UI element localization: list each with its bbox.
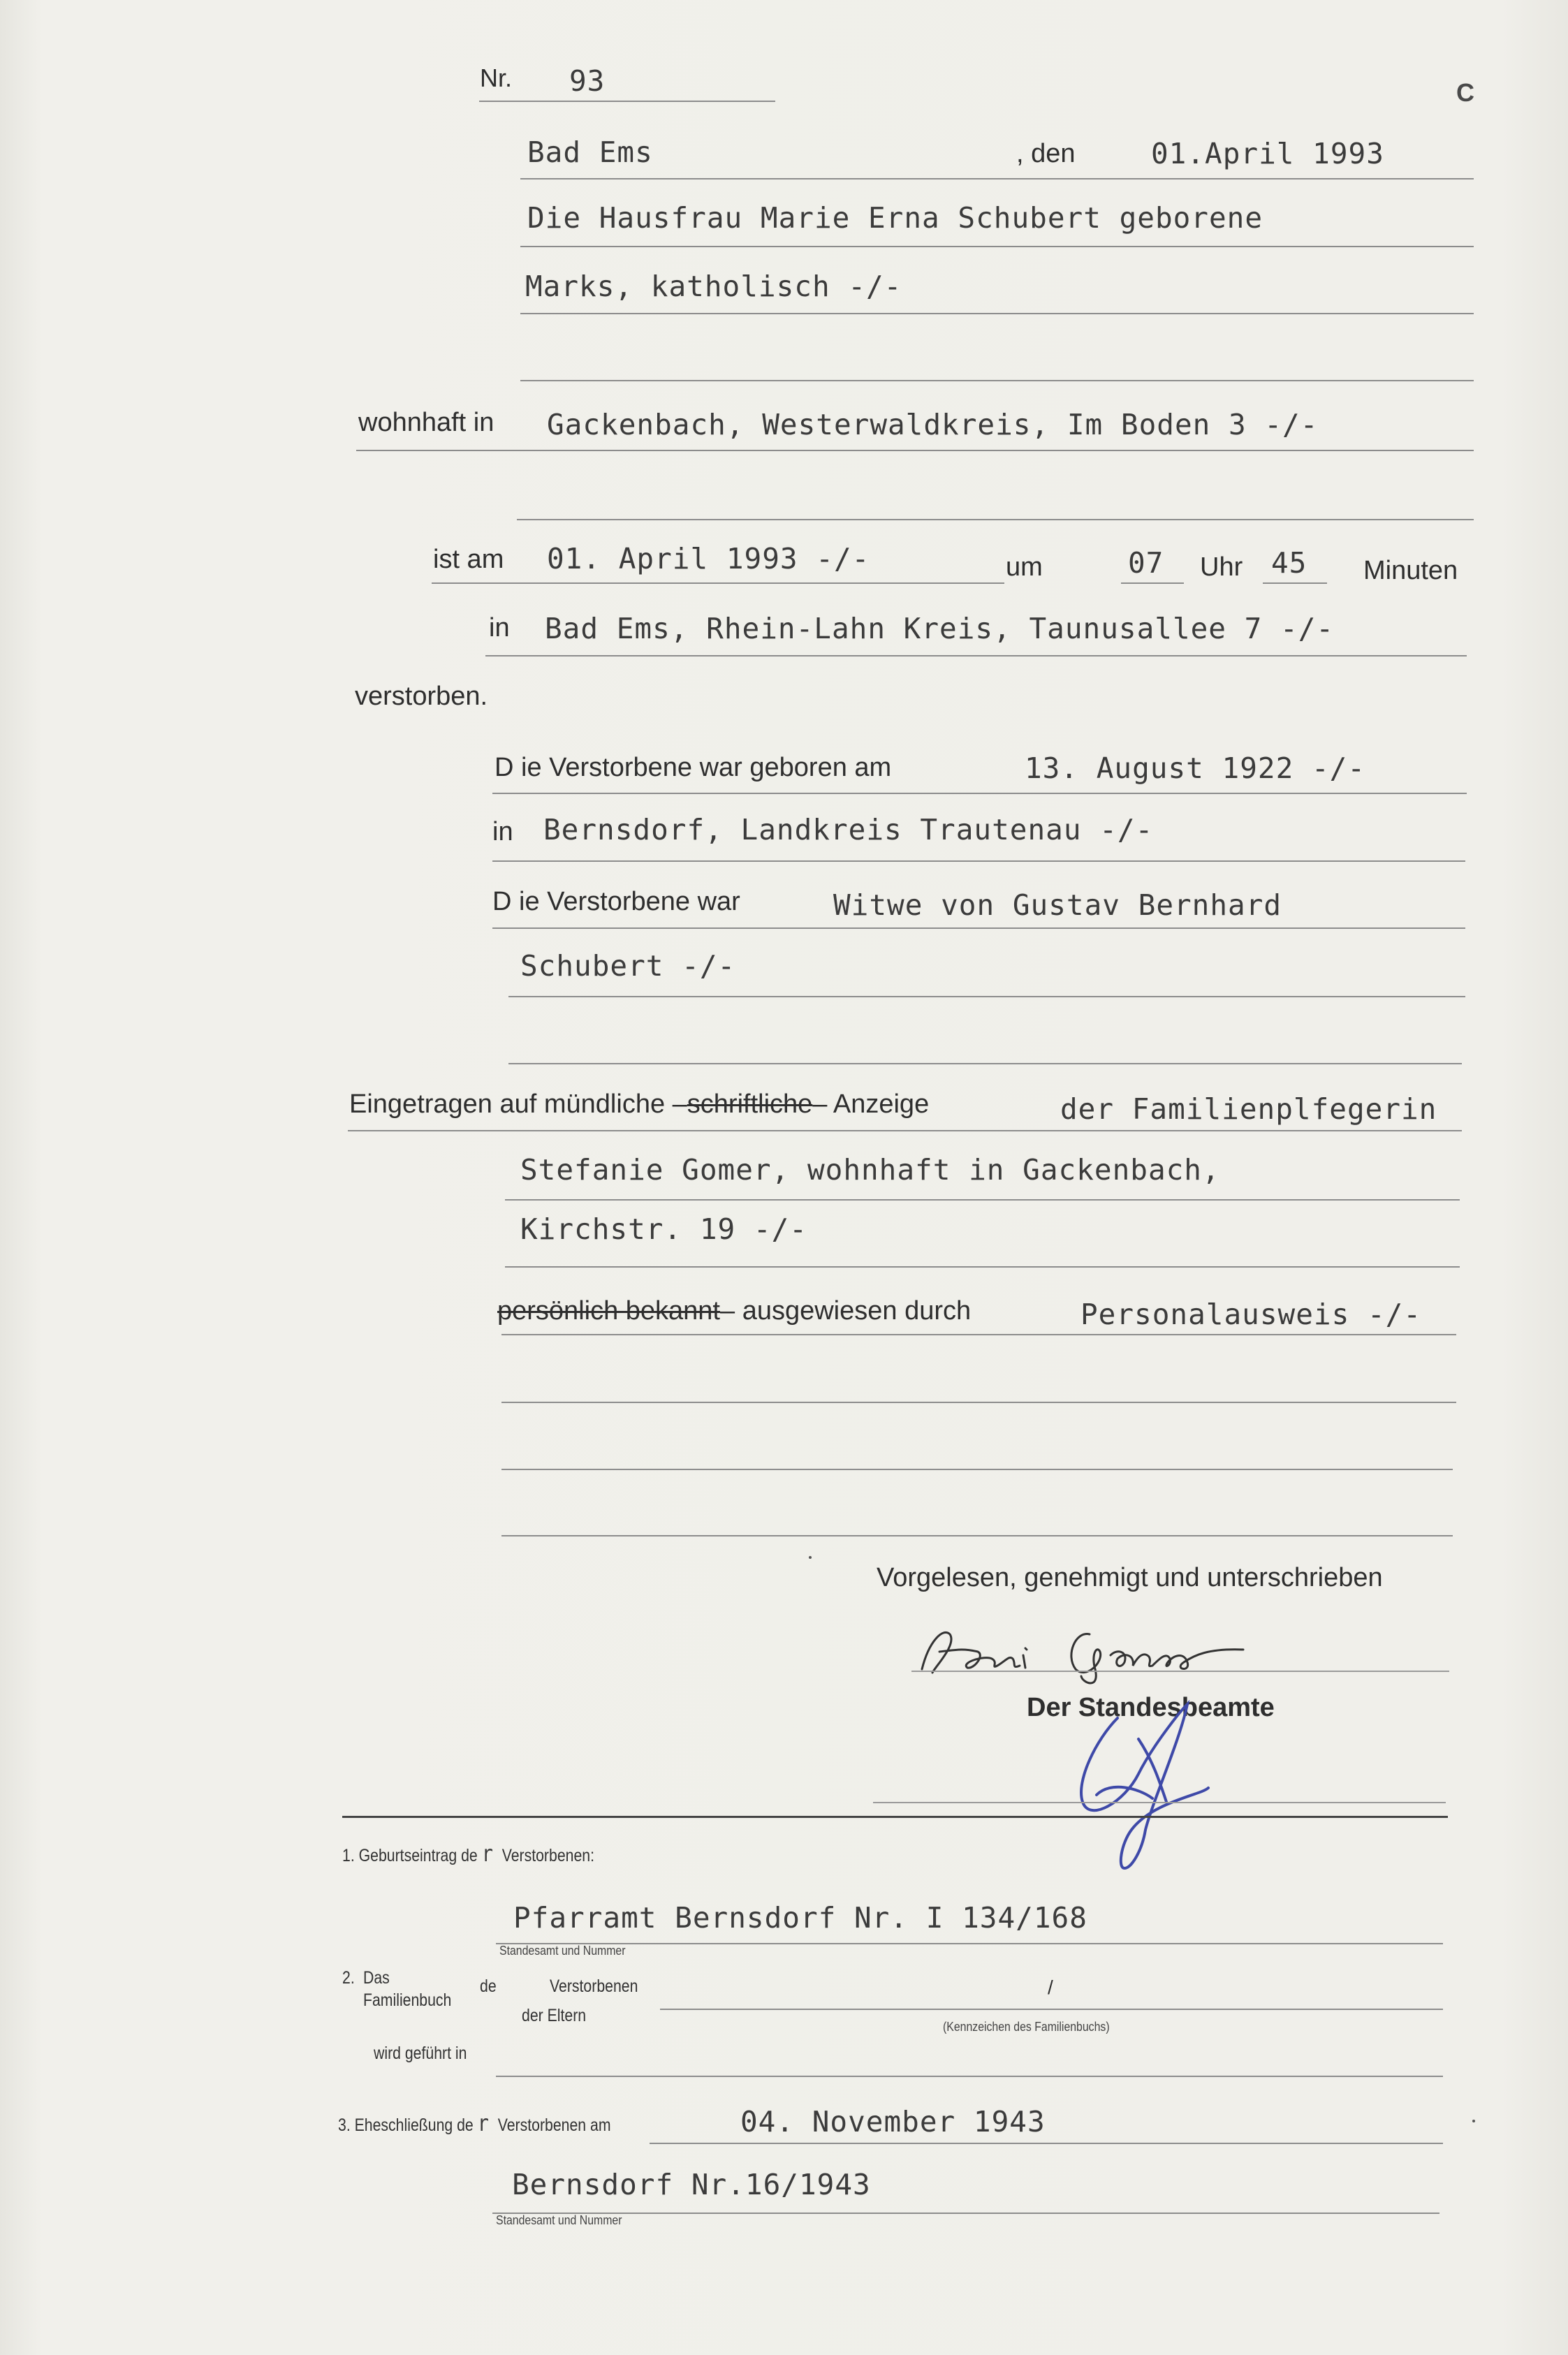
nr-value: 93 <box>569 64 606 98</box>
rule <box>492 860 1465 862</box>
rule <box>508 996 1465 997</box>
minuten-label: Minuten <box>1363 556 1458 585</box>
rule <box>520 178 1474 179</box>
annotation1-caption: Standesamt und Nummer <box>499 1944 626 1958</box>
deceased-name-line2: Marks, katholisch -/- <box>525 270 902 303</box>
identification-label: persönlich bekannt– ausgewiesen durch <box>497 1296 972 1326</box>
report-struck-option: schriftliche <box>687 1090 813 1119</box>
rule <box>496 1943 1443 1944</box>
annotation2-das: Das <box>363 1968 390 1988</box>
status-label: D ie Verstorbene war <box>492 887 740 916</box>
rule <box>1263 582 1327 584</box>
place: Bad Ems <box>527 135 653 169</box>
rule <box>1121 582 1184 584</box>
informant-line1: der Familienplfegerin <box>1060 1092 1437 1126</box>
death-hour: 07 <box>1128 546 1164 580</box>
death-place: Bad Ems, Rhein-Lahn Kreis, Taunusallee 7 -/- <box>545 612 1335 645</box>
rule <box>873 1802 1446 1803</box>
official-signature <box>1069 1697 1236 1879</box>
official-title: Der Standesbeamte <box>1027 1693 1275 1722</box>
annotation2-de: de <box>480 1976 497 1996</box>
rule <box>520 313 1474 314</box>
stray-dot <box>809 1556 812 1559</box>
rule <box>911 1671 1449 1672</box>
rule <box>501 1334 1456 1335</box>
rule <box>501 1535 1453 1536</box>
rule <box>501 1469 1453 1470</box>
birth-label: D ie Verstorbene war geboren am <box>494 753 892 782</box>
report-label: Eingetragen auf mündliche –schriftliche– Anzeige <box>349 1090 930 1119</box>
annotation2-familienbuch: Familienbuch <box>363 1990 452 2010</box>
deceased-name-line1: Die Hausfrau Marie Erna Schubert geborene <box>527 201 1263 235</box>
corner-mark: C <box>1456 78 1474 107</box>
rule <box>492 793 1467 794</box>
nr-underline <box>479 101 775 102</box>
rule <box>492 927 1465 929</box>
annotation2-eltern: der Eltern <box>522 2006 587 2025</box>
death-minutes: 45 <box>1271 546 1307 580</box>
birth-place: Bernsdorf, Landkreis Trautenau -/- <box>543 813 1154 846</box>
annotation2-caption: (Kennzeichen des Familienbuchs) <box>943 2020 1110 2034</box>
section-divider <box>342 1816 1448 1818</box>
residence-value: Gackenbach, Westerwaldkreis, Im Boden 3 -/- <box>547 408 1319 441</box>
annotation2-gefuehrt: wird geführt in <box>374 2044 467 2063</box>
rule <box>520 246 1474 247</box>
identification-value: Personalausweis -/- <box>1080 1298 1421 1331</box>
closing-statement: Vorgelesen, genehmigt und unterschrieben <box>877 1563 1383 1592</box>
birth-date: 13. August 1922 -/- <box>1025 751 1365 785</box>
annotation3-date: 04. November 1943 <box>740 2105 1046 2138</box>
informant-signature <box>908 1613 1257 1690</box>
annotation3-caption: Standesamt und Nummer <box>496 2213 622 2227</box>
death-date: 01. April 1993 -/- <box>547 542 870 575</box>
rule <box>650 2143 1443 2144</box>
informant-line2: Stefanie Gomer, wohnhaft in Gackenbach, <box>520 1153 1220 1187</box>
status-value-line2: Schubert -/- <box>520 949 736 983</box>
in-label: in <box>489 613 510 643</box>
rule <box>660 2009 1443 2010</box>
residence-label: wohnhaft in <box>358 408 494 437</box>
rule <box>508 1063 1462 1064</box>
uhr-label: Uhr <box>1200 552 1243 582</box>
annotation1-value: Pfarramt Bernsdorf Nr. I 134/168 <box>513 1901 1087 1935</box>
nr-label: Nr. <box>480 64 513 92</box>
annotation2-verstorbenen: Verstorbenen <box>550 1976 638 1996</box>
annotation2-number: 2. <box>342 1968 355 1988</box>
annotation1-label: 1. Geburtseintrag de r Verstorbenen: <box>342 1840 595 1867</box>
um-label: um <box>1006 552 1043 582</box>
identification-struck-option: persönlich bekannt <box>497 1296 720 1326</box>
annotation2-slash: / <box>1048 1976 1053 1998</box>
rule <box>501 1402 1456 1403</box>
rule <box>517 519 1474 520</box>
stray-dot <box>1472 2120 1475 2122</box>
rule <box>485 655 1467 656</box>
birth-in-label: in <box>492 817 513 846</box>
rule <box>356 450 1474 451</box>
informant-line3: Kirchstr. 19 -/- <box>520 1212 807 1246</box>
rule <box>492 2213 1439 2214</box>
document-date: 01.April 1993 <box>1151 137 1384 170</box>
annotation3-value: Bernsdorf Nr.16/1943 <box>512 2168 871 2201</box>
rule <box>505 1266 1460 1268</box>
annotation3-label: 3. Eheschließung de r Verstorbenen am <box>338 2110 611 2136</box>
rule <box>348 1130 1462 1131</box>
rule <box>520 380 1474 381</box>
ist-am-label: ist am <box>433 545 504 574</box>
rule <box>496 2076 1443 2077</box>
den-label: , den <box>1016 139 1076 168</box>
verstorben-label: verstorben. <box>355 682 488 711</box>
rule <box>432 582 1004 584</box>
status-value-line1: Witwe von Gustav Bernhard <box>833 888 1282 922</box>
rule <box>505 1199 1460 1201</box>
